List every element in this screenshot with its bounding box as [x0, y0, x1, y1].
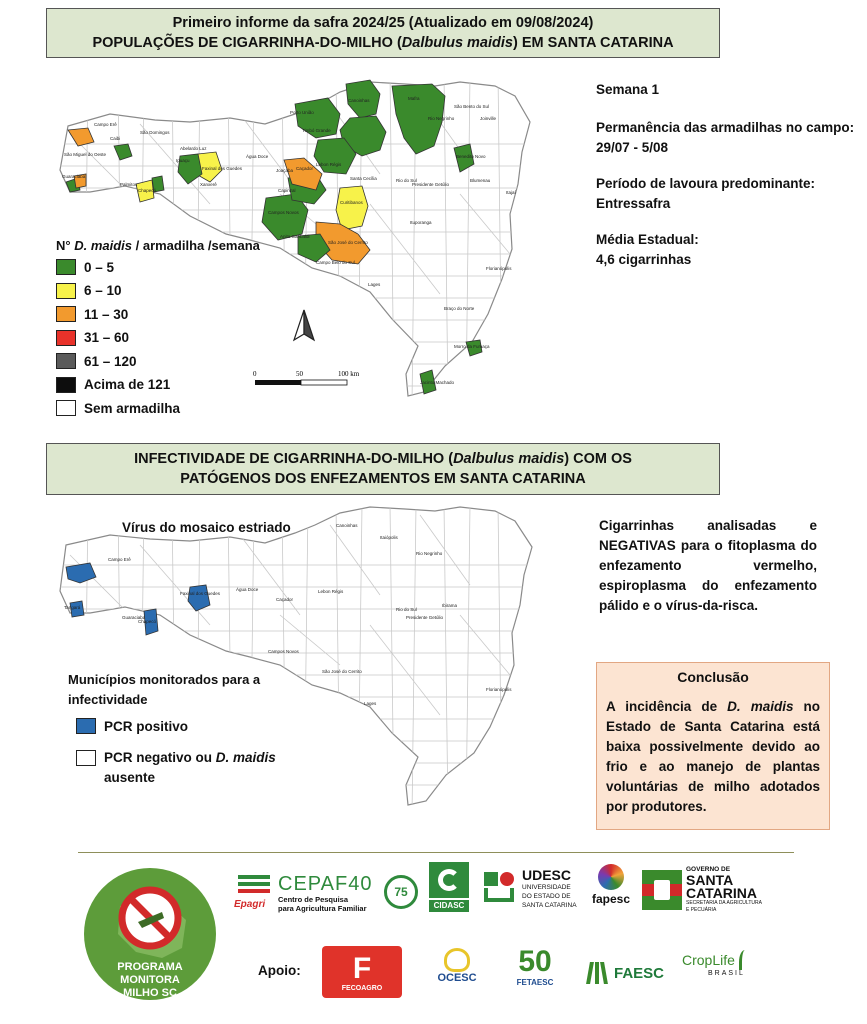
fetaesc-logo: 50 FETAESC — [516, 945, 554, 987]
place-label: Campos Novos — [268, 649, 299, 654]
legend-swatch — [56, 377, 76, 393]
legend-label: 31 – 60 — [84, 330, 130, 345]
crop-period: Período de lavoura predominante: Entressafra — [596, 176, 816, 211]
place-label: Mafra — [408, 96, 420, 101]
legend-label: 61 – 120 — [84, 353, 137, 369]
coat-of-arms-icon — [654, 880, 670, 900]
place-label: Campo Erê — [108, 557, 131, 562]
place-label: Santa Cecília — [350, 176, 377, 181]
report-subtitle: POPULAÇÕES DE CIGARRINHA-DO-MILHO (Dalbulus maidis) EM SANTA CATARINA — [92, 35, 674, 51]
place-label: Ibirama — [442, 603, 458, 608]
place-label: São Miguel do Oeste — [64, 152, 107, 157]
epagri-cepaf-logo: Epagri CEPAF40 Centro de Pesquisa para Agricultura Familiar — [234, 873, 373, 913]
place-label: Tangará — [64, 605, 81, 610]
week-label: Semana 1 — [596, 82, 660, 97]
ocesc-logo: OCESC — [424, 948, 490, 998]
legend-label: 0 – 5 — [84, 259, 115, 275]
map1-legend-title: N° D. maidis / armadilha /semana — [56, 238, 260, 253]
place-label: Canoinhas — [348, 98, 370, 103]
north-arrow-icon — [294, 310, 314, 340]
conclusion-box — [596, 662, 830, 830]
faesc-logo: FAESC — [584, 954, 670, 992]
legend-label: Sem armadilha — [84, 400, 181, 416]
place-label: Xanxerê — [200, 182, 217, 187]
place-label: Campos Novos — [268, 210, 299, 215]
legend-item — [56, 400, 180, 416]
place-label: Timbó Grande — [302, 128, 331, 133]
place-label: Lages — [364, 701, 377, 706]
programa-monitora-logo — [82, 862, 218, 1014]
place-label: Benedito Novo — [456, 154, 486, 159]
governo-sc-logo: GOVERNO DE SANTA CATARINA SECRETARIA DA AGRICULTURA E PECUÁRIA — [642, 866, 772, 914]
place-label: Anita Garibaldi — [280, 234, 310, 239]
place-label: Caçador — [296, 166, 314, 171]
infectivity-subtitle: PATÓGENOS DOS ENFEZAMENTOS EM SANTA CATARINA — [180, 471, 586, 487]
svg-text:MILHO SC: MILHO SC — [123, 987, 177, 999]
legend-swatch — [56, 330, 76, 346]
place-label: Ipuaçu — [176, 158, 190, 163]
legend-swatch — [56, 353, 76, 369]
legend-item — [56, 330, 129, 346]
infectivity-header-banner — [46, 443, 720, 495]
croplife-logo: CropLife BRASIL — [682, 950, 772, 992]
legend-label: 6 – 10 — [84, 283, 122, 298]
place-label: Faxinal dos Guedes — [180, 591, 221, 596]
legend-swatch — [56, 400, 76, 416]
legend-swatch — [56, 283, 76, 299]
report-title: Primeiro informe da safra 2024/25 (Atualizado em 09/08/2024) — [172, 15, 594, 31]
wheat-icon — [584, 960, 610, 986]
place-label: Água Doce — [246, 154, 269, 159]
scale-label: 0 — [253, 370, 257, 378]
negative-results-text: Cigarrinhas analisadas e NEGATIVAS para o fitoplasma do enfezamento vermelho, espiroplasma do enfezamento pálido e o vírus-da-risca. — [599, 518, 817, 613]
legend-item — [56, 259, 114, 275]
place-label: Rio Negrinho — [416, 551, 443, 556]
brain-icon — [598, 864, 624, 890]
conclusion-title: Conclusão — [677, 669, 749, 685]
legend-item — [56, 306, 128, 322]
place-label: Campo Belo do Sul — [316, 260, 355, 265]
place-label: Itajaí — [506, 190, 516, 195]
legend-swatch — [56, 259, 76, 275]
udesc-logo: UDESC UNIVERSIDADE DO ESTADO DE SANTA CATARINA — [484, 868, 580, 910]
place-label: Blumenau — [470, 178, 491, 183]
legend-item — [56, 377, 170, 393]
place-label: Guaraciaba — [122, 615, 146, 620]
place-label: Joinville — [480, 116, 497, 121]
fapesc-logo: fapesc — [586, 864, 636, 914]
anniversary-75-logo: 75 — [384, 872, 420, 912]
place-label: Itaiópolis — [380, 535, 398, 540]
place-label: Presidente Getúlio — [406, 615, 444, 620]
place-label: São Domingos — [140, 130, 170, 135]
place-label: São Bento do Sul — [454, 104, 490, 109]
legend-swatch — [76, 750, 96, 766]
place-label: Caçador — [276, 597, 294, 602]
apoio-label: Apoio: — [258, 963, 301, 978]
place-label: Rio do Sul — [396, 178, 417, 183]
map2-title: Vírus do mosaico estriado — [122, 520, 291, 535]
place-label: São José do Cerrito — [322, 669, 362, 674]
map2-legend-title: Municípios monitorados para a infectividade — [68, 672, 261, 707]
place-label: Lages — [368, 282, 381, 287]
sprout-icon — [739, 950, 749, 970]
trap-period: Permanência das armadilhas no campo: 29/07 - 5/08 — [596, 120, 855, 155]
state-average: Média Estadual: 4,6 cigarrinhas — [596, 232, 699, 267]
place-label: Canoinhas — [336, 523, 358, 528]
scale-label: 100 km — [338, 370, 360, 378]
place-label: Abelardo Luz — [180, 146, 207, 151]
place-label: Guaraciaba — [62, 174, 86, 179]
place-label: Braço do Norte — [444, 306, 475, 311]
legend-pcr-negative: PCR negativo ou D. maidis ausente — [76, 748, 304, 788]
place-label: Lebon Régis — [318, 589, 344, 594]
svg-text:PROGRAMA: PROGRAMA — [117, 961, 183, 973]
place-label: Presidente Getúlio — [412, 182, 450, 187]
place-label: Jacinto Machado — [420, 380, 455, 385]
legend-label: 11 – 30 — [84, 306, 129, 322]
place-label: Água Doce — [236, 587, 259, 592]
legend-item — [56, 283, 122, 299]
place-label: Joaçaba — [276, 168, 294, 173]
scale-bar — [253, 370, 360, 385]
place-label: Chapecó — [138, 188, 157, 193]
place-label: Faxinal dos Guedes — [202, 166, 243, 171]
conclusion-body: A incidência de D. maidis no Estado de Santa Catarina está baixa possivelmente devido ao frio e ao manejo de plantas voluntárias de milho adotados por produtores. — [606, 699, 820, 814]
place-label: Campo Erê — [94, 122, 117, 127]
legend-item — [56, 353, 137, 369]
legend-label: Acima de 121 — [84, 377, 171, 392]
place-label: Rio do Sul — [396, 607, 417, 612]
place-label: Ituporanga — [410, 220, 432, 225]
place-label: Chapecó — [138, 619, 157, 624]
place-label: Rio Negrinho — [428, 116, 455, 121]
report-header-banner — [46, 8, 720, 58]
footer-divider — [78, 852, 794, 853]
fecoagro-logo: F FECOAGRO — [322, 946, 402, 998]
scale-label: 50 — [296, 370, 303, 378]
infectivity-title: INFECTIVIDADE DE CIGARRINHA-DO-MILHO (Dalbulus maidis) COM OS — [134, 451, 632, 467]
legend-swatch — [76, 718, 96, 734]
place-label: Florianópolis — [486, 687, 512, 692]
place-label: Caibi — [110, 136, 121, 141]
place-label: Porto União — [290, 110, 314, 115]
place-label: Florianópolis — [486, 266, 512, 271]
svg-text:MONITORA: MONITORA — [120, 974, 180, 986]
place-label: Capinzal — [278, 188, 296, 193]
place-label: Palmitos — [120, 182, 138, 187]
place-label: Morro da Fumaça — [454, 344, 490, 349]
place-label: São José do Cerrito — [328, 240, 368, 245]
cidasc-logo: CIDASC — [428, 862, 470, 912]
place-label: Curitibanos — [340, 200, 363, 205]
place-label: Lebon Régis — [316, 162, 342, 167]
legend-swatch — [56, 306, 76, 322]
legend-pcr-positive: PCR positivo — [76, 718, 188, 734]
